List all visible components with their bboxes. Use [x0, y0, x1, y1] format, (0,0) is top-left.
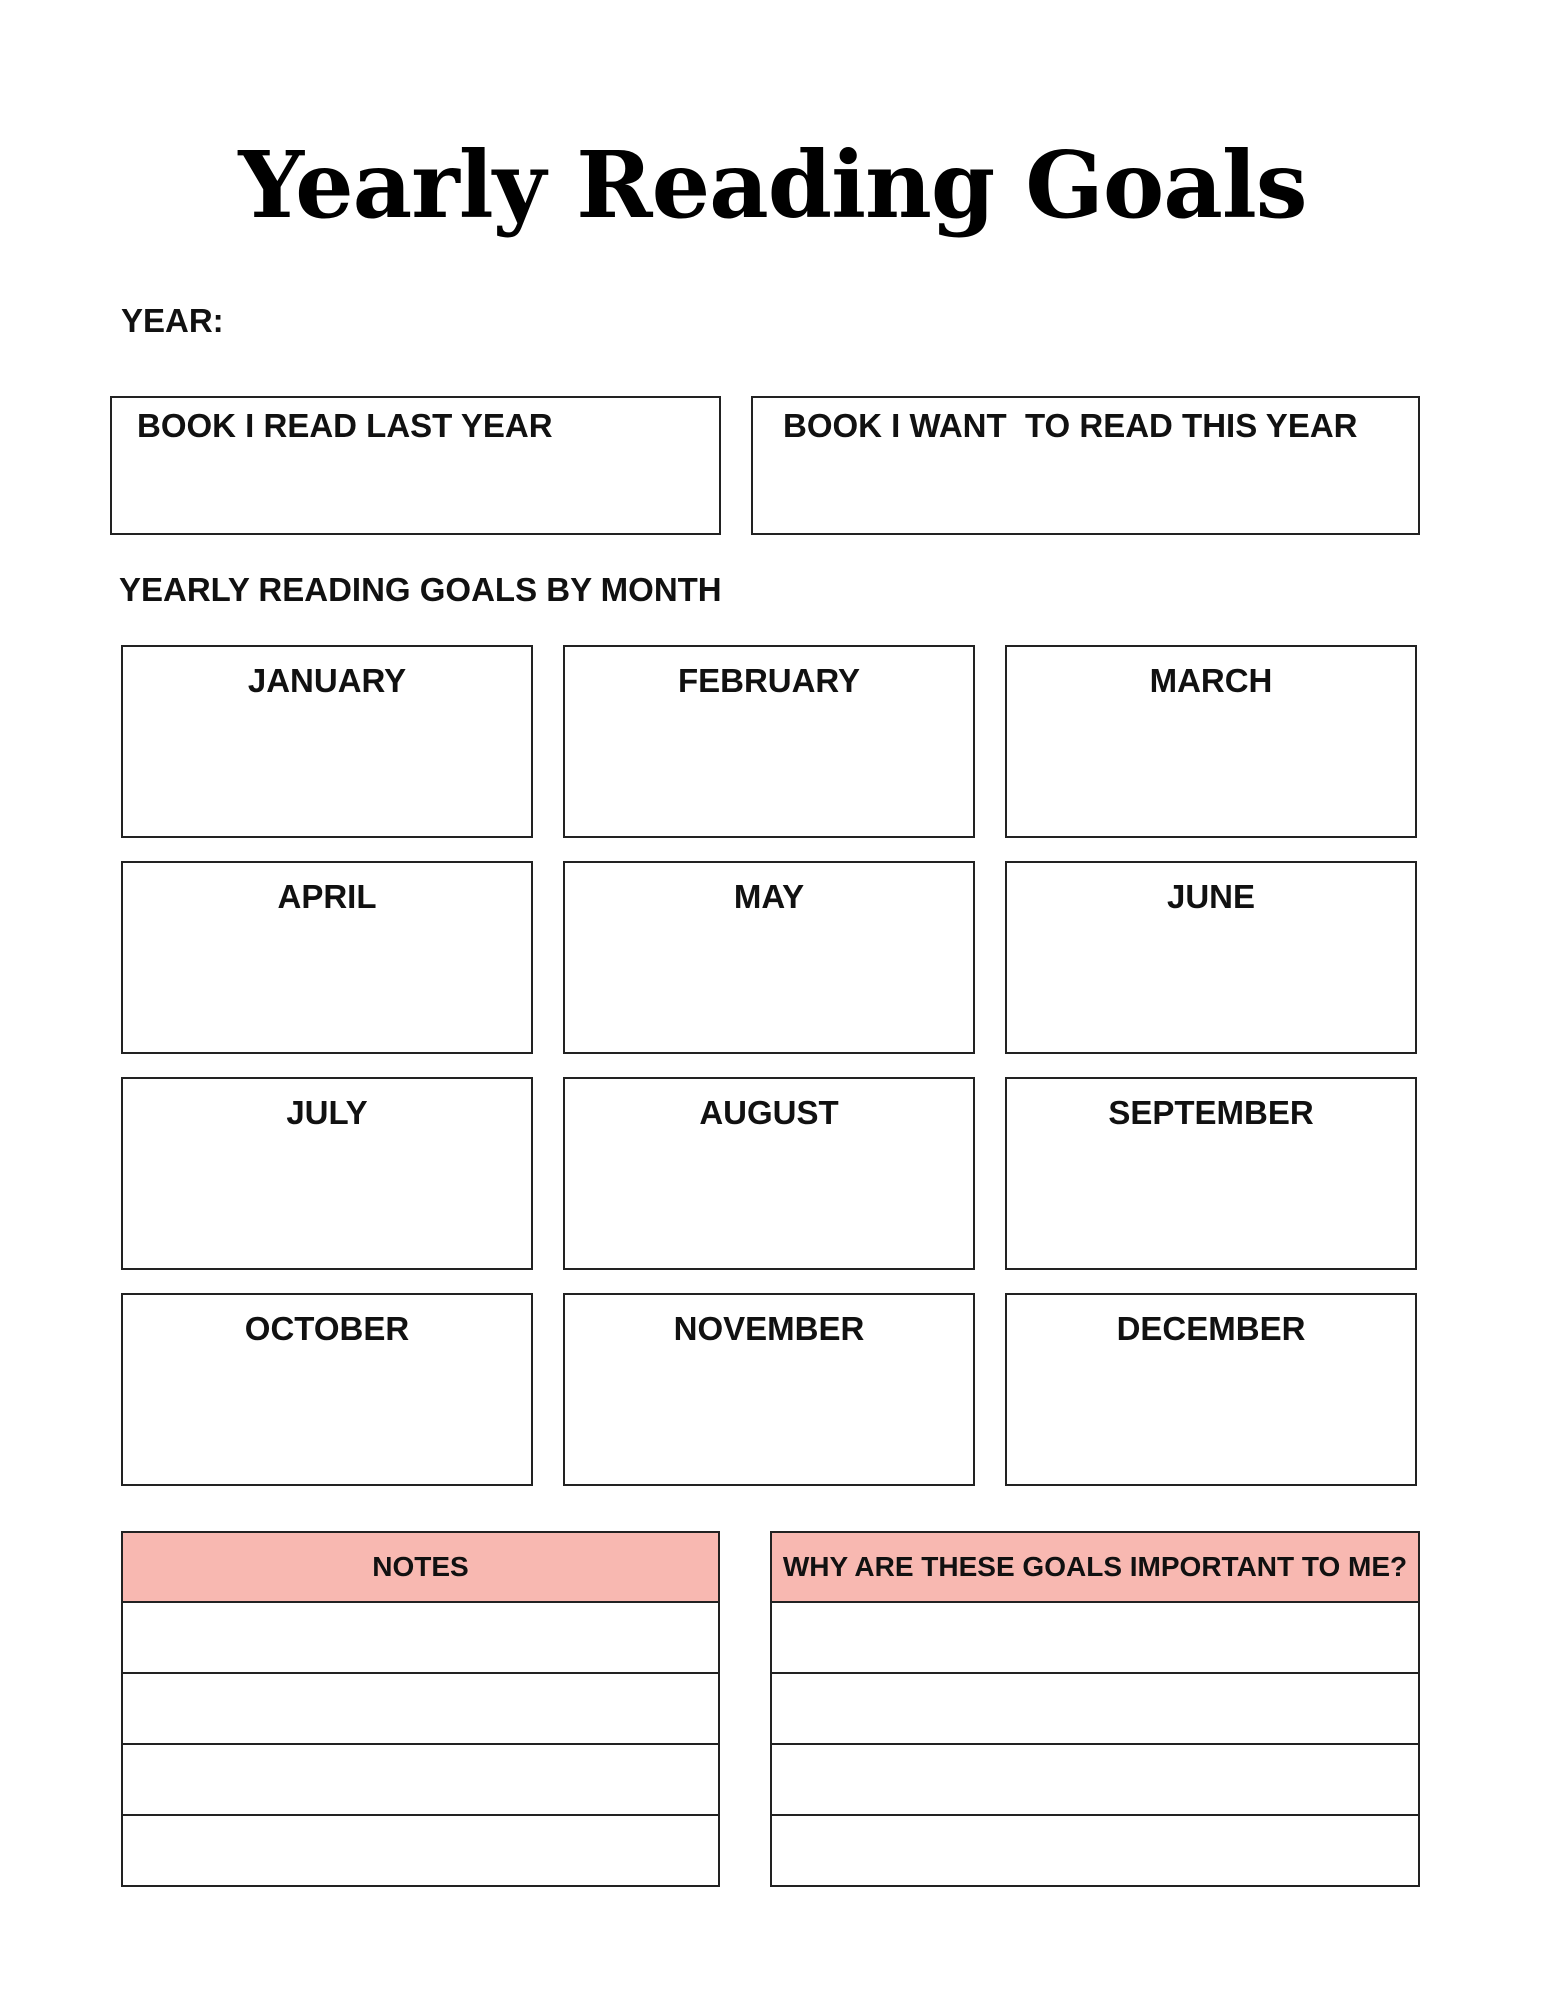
year-label: YEAR: [121, 302, 224, 339]
month-label: OCTOBER [244, 1310, 410, 1347]
month-box-january[interactable] [121, 645, 533, 838]
month-box-february[interactable] [563, 645, 975, 838]
book-this-year-label: BOOK I WANT TO READ THIS YEAR [783, 407, 1358, 444]
month-box-april[interactable] [121, 861, 533, 1054]
month-box-july[interactable] [121, 1077, 533, 1270]
month-label: JANUARY [247, 662, 407, 699]
notes-row[interactable] [123, 1745, 718, 1816]
page-title: Yearly Reading Goals [238, 131, 1307, 239]
book-this-year-box[interactable] [751, 396, 1420, 535]
month-label: DECEMBER [1116, 1310, 1306, 1347]
month-label: AUGUST [699, 1094, 839, 1131]
notes-row[interactable] [123, 1603, 718, 1674]
notes-table [121, 1531, 720, 1887]
month-box-december[interactable] [1005, 1293, 1417, 1486]
why-goals-row[interactable] [772, 1603, 1418, 1674]
month-label: APRIL [277, 878, 377, 915]
notes-row[interactable] [123, 1674, 718, 1745]
book-last-year-label: BOOK I READ LAST YEAR [137, 407, 553, 444]
why-goals-header: WHY ARE THESE GOALS IMPORTANT TO ME? [772, 1533, 1418, 1603]
months-section-label: YEARLY READING GOALS BY MONTH [119, 571, 722, 608]
month-label: FEBRUARY [677, 662, 861, 699]
why-goals-table [770, 1531, 1420, 1887]
month-label: MARCH [1149, 662, 1273, 699]
month-label: MAY [733, 878, 805, 915]
month-box-may[interactable] [563, 861, 975, 1054]
why-goals-row[interactable] [772, 1745, 1418, 1816]
month-box-november[interactable] [563, 1293, 975, 1486]
month-box-september[interactable] [1005, 1077, 1417, 1270]
notes-header: NOTES [123, 1533, 718, 1603]
why-goals-row[interactable] [772, 1816, 1418, 1887]
month-label: NOVEMBER [673, 1310, 865, 1347]
month-box-october[interactable] [121, 1293, 533, 1486]
month-box-june[interactable] [1005, 861, 1417, 1054]
month-label: JULY [286, 1094, 368, 1131]
notes-row[interactable] [123, 1816, 718, 1887]
month-label: JUNE [1166, 878, 1256, 915]
month-label: SEPTEMBER [1108, 1094, 1314, 1131]
why-goals-row[interactable] [772, 1674, 1418, 1745]
month-box-march[interactable] [1005, 645, 1417, 838]
month-box-august[interactable] [563, 1077, 975, 1270]
book-last-year-box[interactable] [110, 396, 721, 535]
